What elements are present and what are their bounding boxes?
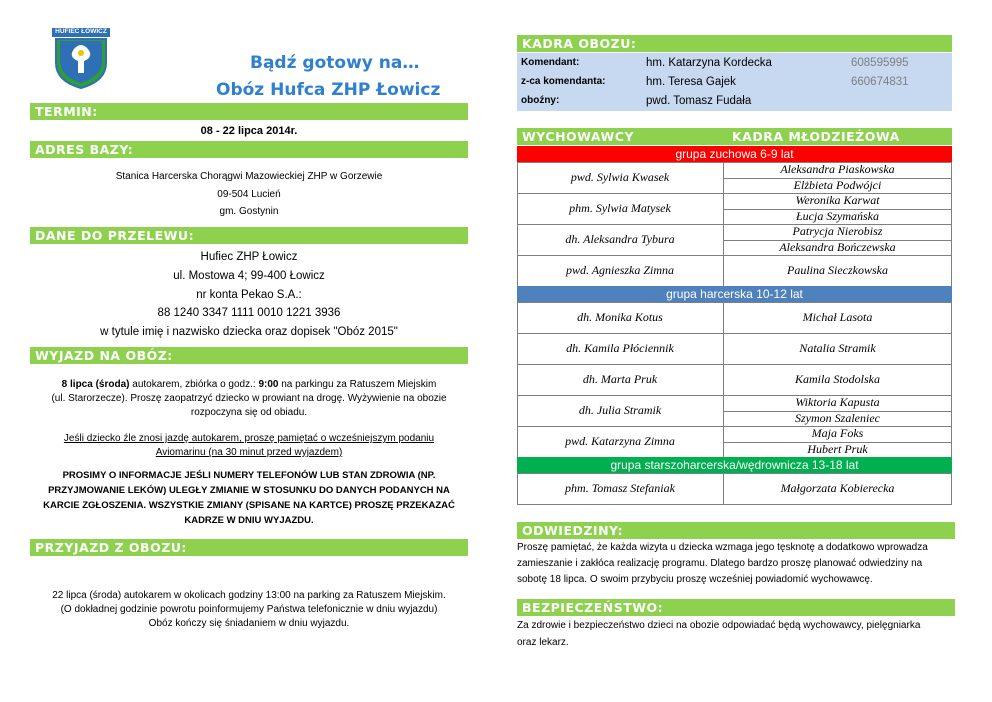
odwiedziny-heading: ODWIEDZINY:: [517, 522, 955, 539]
odwiedziny-line: Proszę pamiętać, że każda wizyta u dziecka wzmaga jego tęsknotę a dodatkowo wprowadza: [517, 542, 928, 553]
kadra-phone: 660674831: [851, 76, 909, 88]
przelew-line: w tytule imię i nazwisko dziecka oraz dopisek "Obóz 2015": [100, 326, 398, 338]
kadra-role: z-ca komendanta:: [521, 76, 606, 87]
termin-heading: TERMIN:: [30, 103, 468, 120]
wych-teacher: dh. Aleksandra Tybura: [565, 232, 675, 246]
wych-teacher: pwd. Sylwia Kwasek: [570, 170, 670, 184]
przelew-account: 88 1240 3347 1111 0010 1221 3936: [157, 307, 341, 319]
przelew-line: Hufiec ZHP Łowicz: [200, 251, 298, 263]
wych-heading-left: WYCHOWAWCY: [522, 129, 635, 144]
wych-youth: Natalia Stramik: [799, 341, 876, 355]
wyjazd-p2-line1: Jeśli dziecko źle znosi jazdę autokarem, proszę pamiętać o wcześniejszym podaniu: [63, 433, 435, 444]
odwiedziny-line: zamieszanie i zakłóca realizację programu. Dlatego bardzo proszę planować odwiedziny na: [517, 558, 923, 569]
wych-youth: Elżbieta Podwójci: [723, 178, 952, 194]
termin-date: 08 - 22 lipca 2014r.: [200, 125, 298, 137]
hufiec-shield-icon: [50, 27, 112, 89]
wych-youth: Weronika Karwat: [795, 193, 880, 208]
wyjazd-notice-line: KARCIE ZGŁOSZENIA. WSZYSTKIE ZMIANY (SPISANE NA KARTCE) PROSZĘ PRZEKAZAĆ: [43, 500, 455, 511]
odwiedziny-line: sobotę 18 lipca. O swoim przybyciu proszę wcześniej powiadomić wychowawcę.: [517, 574, 873, 585]
bezp-line: oraz lekarz.: [517, 637, 569, 648]
wyjazd-notice-line: KADRZE W DNIU WYJAZDU.: [184, 515, 314, 526]
wych-teacher: pwd. Agnieszka Zimna: [565, 263, 675, 277]
wyjazd-p1-line3: rozpoczyna się od obiadu.: [190, 407, 308, 418]
wych-teacher: pwd. Katarzyna Zimna: [565, 434, 675, 448]
przyjazd-line: Obóz kończy się śniadaniem w dniu wyjazdu.: [148, 618, 350, 629]
kadra-name: pwd. Tomasz Fudała: [646, 95, 752, 107]
wych-youth: Małgorzata Kobierecka: [780, 481, 895, 495]
wych-group-title: grupa harcerska 10-12 lat: [517, 286, 952, 302]
przyjazd-line: 22 lipca (środa) autokarem w okolicach godziny 13:00 na parking za Ratuszem Miejskim.: [52, 590, 446, 601]
wych-group-title: grupa starszoharcerska/wędrownicza 13-18 lat: [517, 457, 952, 473]
wyjazd-notice-line: PROSIMY O INFORMACJE JEŚLI NUMERY TELEFONÓW LUB STAN ZDROWIA (NP.: [62, 470, 436, 481]
wych-youth: Patrycja Nierobisz: [792, 224, 883, 239]
kadra-row: [521, 73, 951, 91]
page-title-line2: Obóz Hufca ZHP Łowicz: [216, 80, 441, 100]
wyjazd-p1-line2: (ul. Starorzecze). Proszę zaopatrzyć dziecko w prowiant na drogę. Wyżywienie na obozie: [51, 393, 447, 404]
wych-heading-right: KADRA MŁODZIEŻOWA: [732, 129, 900, 144]
adres-line: gm. Gostynin: [219, 206, 279, 217]
wych-teacher: dh. Monika Kotus: [577, 310, 663, 324]
wych-youth: Paulina Sieczkowska: [787, 263, 888, 277]
wyjazd-p2-line2: Aviomarinu (na 30 minut przed wyjazdem): [155, 447, 343, 458]
hufiec-logo: [50, 27, 112, 89]
wych-youth: Wiktoria Kapusta: [795, 395, 880, 410]
wyjazd-notice-line: PRZYJMOWANIE LEKÓW) ULEGŁY ZMIANIE W STOSUNKU DO DANYCH PODANYCH NA: [48, 485, 450, 496]
wych-youth: Aleksandra Bończewska: [723, 240, 952, 256]
wych-youth: Łucja Szymańska: [723, 209, 952, 225]
przyjazd-line: (O dokładnej godzinie powrotu poinformujemy Państwa telefonicznie w dniu wyjazdu): [60, 604, 438, 615]
wych-teacher: dh. Kamila Płóciennik: [566, 341, 674, 355]
kadra-phone: 608595995: [851, 57, 909, 69]
bezp-heading: BEZPIECZEŃSTWO:: [517, 599, 955, 616]
kadra-name: hm. Katarzyna Kordecka: [646, 57, 772, 69]
wych-teacher: dh. Julia Stramik: [578, 403, 662, 417]
wych-youth: Aleksandra Piaskowska: [780, 162, 895, 177]
wych-group-title: grupa zuchowa 6-9 lat: [517, 146, 952, 162]
kadra-name: hm. Teresa Gajek: [646, 76, 736, 88]
wych-teacher: dh. Marta Pruk: [582, 372, 658, 386]
przelew-line: ul. Mostowa 4; 99-400 Łowicz: [173, 270, 325, 282]
wych-teacher: phm. Sylwia Matysek: [569, 201, 671, 215]
bezp-line: Za zdrowie i bezpieczeństwo dzieci na obozie odpowiadać będą wychowawcy, pielęgniarka: [517, 620, 921, 631]
wych-youth: Michał Lasota: [802, 310, 873, 324]
adres-heading: ADRES BAZY:: [30, 141, 468, 158]
kadra-heading: KADRA OBOZU:: [517, 35, 952, 52]
wych-youth: Maja Foks: [811, 426, 864, 441]
page-title-line1: Bądź gotowy na…: [250, 53, 420, 73]
wych-youth: Szymon Szaleniec: [723, 411, 952, 427]
kadra-role: oboźny:: [521, 95, 560, 106]
wyjazd-heading: WYJAZD NA OBÓZ:: [30, 347, 468, 364]
przelew-line: nr konta Pekao S.A.:: [196, 289, 302, 301]
kadra-row: [521, 54, 951, 72]
wyjazd-p1-line1: 8 lipca (środa) autokarem, zbiórka o godz.: 9:00 na parkingu za Ratuszem Miejskim: [61, 379, 437, 390]
przyjazd-heading: PRZYJAZD Z OBOZU:: [30, 539, 468, 556]
kadra-role: Komendant:: [521, 57, 580, 68]
adres-line: 09-504 Lucień: [217, 189, 281, 200]
wych-youth: Kamila Stodolska: [794, 372, 880, 386]
przelew-heading: DANE DO PRZELEWU:: [30, 227, 468, 244]
kadra-row: [521, 92, 951, 110]
wych-heading-bar: [517, 128, 952, 145]
logo-label: HUFIEC ŁOWICZ: [55, 28, 107, 35]
wych-teacher: phm. Tomasz Stefaniak: [565, 481, 675, 495]
adres-line: Stanica Harcerska Chorągwi Mazowieckiej ZHP w Gorzewie: [115, 171, 383, 182]
wych-youth: Hubert Pruk: [723, 442, 952, 458]
